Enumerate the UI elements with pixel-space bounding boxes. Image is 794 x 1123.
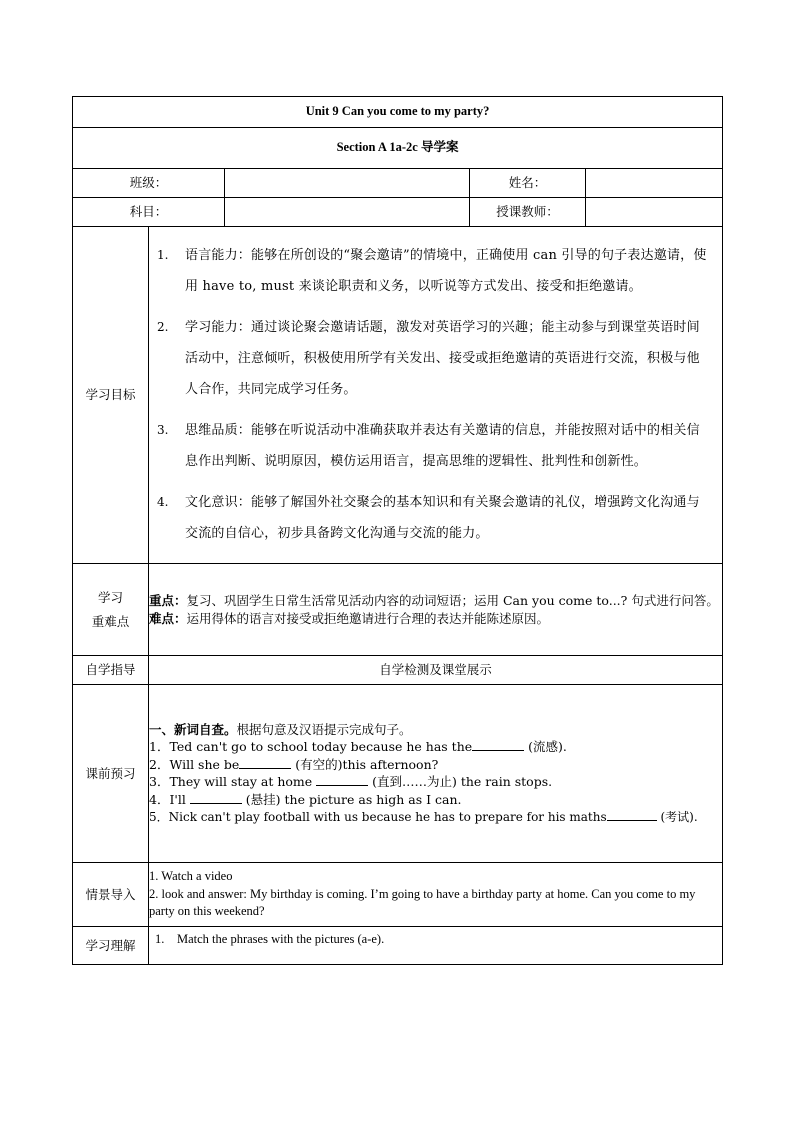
document-title: Unit 9 Can you come to my party?: [73, 97, 723, 128]
keypoints-label: [73, 564, 149, 656]
name-field[interactable]: [586, 169, 723, 198]
preview-heading-bold: 一、新词自查。: [149, 721, 237, 737]
objective-item: [157, 487, 712, 549]
sentence-text: Will she be: [169, 756, 240, 772]
chinese-hint: (考试): [656, 810, 694, 825]
sentence-text: Nick can't play football with us because he has to prepare for his maths: [168, 810, 607, 825]
sentence-text: They will stay at home: [169, 774, 317, 790]
understanding-label: 学习理解: [73, 927, 149, 965]
objective-number: 1.: [157, 247, 169, 262]
situation-line: 1. Watch a video: [149, 869, 233, 884]
preview-sentence: [149, 756, 722, 774]
sentence-text: .: [693, 810, 698, 825]
blank-field[interactable]: [239, 756, 291, 769]
study-guide-table: [72, 96, 723, 965]
preview-heading: [149, 721, 722, 739]
keypoints-content: [149, 564, 723, 656]
sentence-number: 4．: [149, 791, 170, 807]
situation-content: [149, 863, 723, 927]
sentence-number: 1．: [149, 739, 170, 755]
difficult-point: [149, 610, 722, 628]
objective-item: [157, 415, 712, 477]
blank-field[interactable]: [316, 773, 368, 786]
difficult-point-text: 运用得体的语言对接受或拒绝邀请进行合理的表达并能陈述原因。: [186, 610, 550, 626]
key-point-label: 重点：: [149, 593, 187, 608]
blank-field[interactable]: [607, 808, 657, 821]
sentence-text: the picture as high as I can.: [280, 791, 462, 807]
difficult-point-label: 难点：: [149, 610, 187, 626]
objective-text: 思维品质：能够在听说活动中准确获取并表达有关邀请的信息，并能按照对话中的相关信息作出判断、说明原因，模仿运用语言，提高思维的逻辑性、批判性和创新性。: [185, 422, 700, 469]
sentence-text: this afternoon?: [342, 756, 439, 772]
sentence-text: Ted can't go to school today because he has the: [169, 739, 473, 755]
understanding-number: 1.: [155, 932, 165, 946]
objective-text: 语言能力：能够在所创设的“聚会邀请”的情境中，正确使用 can 引导的句子表达邀请，使用 have to, must 来谈论职责和义务，以听说等方式发出、接受和拒绝邀请。: [185, 247, 707, 294]
preview-sentence: [149, 738, 722, 756]
blank-field[interactable]: [190, 791, 242, 804]
objectives-content: [149, 227, 723, 564]
preview-sentence: [149, 773, 722, 791]
preview-sentence: [149, 791, 722, 809]
objective-item: [157, 312, 712, 405]
key-point: [149, 592, 722, 610]
keypoints-label-line1: 学习: [97, 590, 123, 605]
document-subtitle: Section A 1a-2c 导学案: [73, 128, 723, 169]
guide-label: 自学指导: [73, 656, 149, 685]
subject-field[interactable]: [225, 198, 470, 227]
class-label: 班级：: [73, 169, 225, 198]
objective-item: [157, 240, 712, 302]
chinese-hint: (流感): [524, 739, 563, 755]
preview-heading-text: 根据句意及汉语提示完成句子。: [236, 721, 412, 737]
situation-line: 2. look and answer: My birthday is coming. I’m going to have a birthday party at home. Can you come to my party on this weekend?: [149, 886, 696, 919]
subject-label: 科目：: [73, 198, 225, 227]
preview-sentence: [149, 808, 722, 826]
sentence-number: 2．: [149, 756, 170, 772]
blank-field[interactable]: [472, 738, 524, 751]
teacher-label: 授课教师：: [470, 198, 586, 227]
situation-label: 情景导入: [73, 863, 149, 927]
sentence-number: 3．: [149, 774, 170, 790]
class-field[interactable]: [225, 169, 470, 198]
objective-text: 学习能力：通过谈论聚会邀请话题，激发对英语学习的兴趣；能主动参与到课堂英语时间活动中，注意倾听，积极使用所学有关发出、接受或拒绝邀请的英语进行交流，积极与他人合作，共同完成学习任务。: [185, 319, 700, 397]
understanding-content: [149, 927, 723, 965]
sentence-text: I'll: [169, 791, 190, 807]
objective-number: 2.: [157, 319, 169, 334]
teacher-field[interactable]: [586, 198, 723, 227]
name-label: 姓名：: [470, 169, 586, 198]
sentence-text: the rain stops.: [456, 774, 553, 790]
sentence-text: .: [562, 739, 567, 755]
understanding-text: Match the phrases with the pictures (a-e).: [177, 932, 385, 946]
chinese-hint: (悬挂): [241, 791, 281, 807]
chinese-hint: (直到……为止): [368, 774, 457, 790]
preview-label: 课前预习: [73, 685, 149, 863]
objectives-label: 学习目标: [73, 227, 149, 564]
sentence-number: 5．: [149, 810, 169, 825]
key-point-text: 复习、巩固学生日常生活常见活动内容的动词短语；运用 Can you come to...? 句式进行问答。: [186, 593, 719, 608]
keypoints-label-line2: 重难点: [91, 613, 130, 629]
preview-content: [149, 685, 723, 863]
guide-content: 自学检测及课堂展示: [149, 656, 723, 685]
objective-number: 4.: [157, 494, 169, 509]
objective-text: 文化意识：能够了解国外社交聚会的基本知识和有关聚会邀请的礼仪，增强跨文化沟通与交流的自信心，初步具备跨文化沟通与交流的能力。: [185, 494, 700, 541]
objective-number: 3.: [157, 422, 169, 437]
chinese-hint: (有空的): [291, 756, 343, 772]
